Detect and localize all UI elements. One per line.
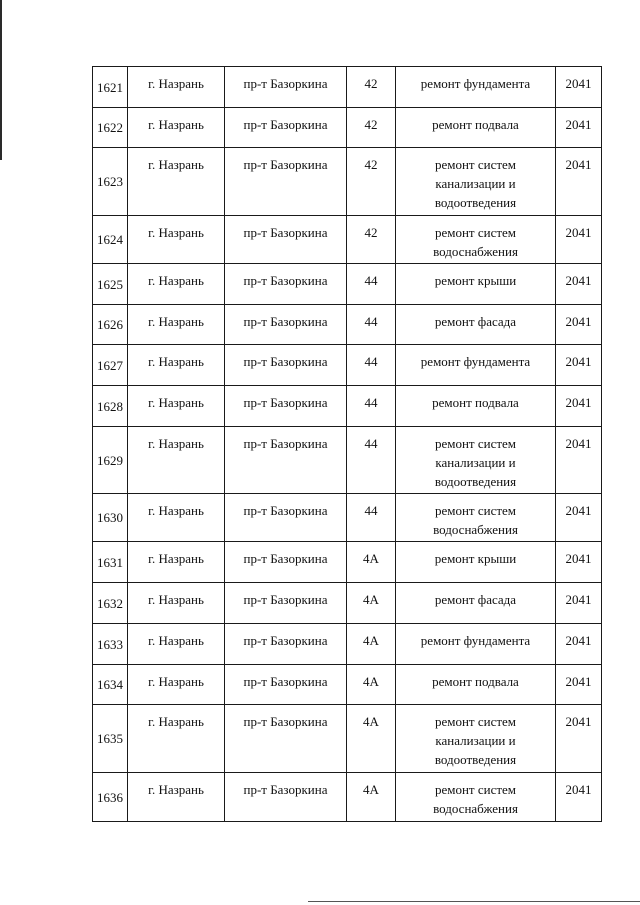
work-type-cell: ремонт фундамента <box>396 67 556 108</box>
row-number: 1624 <box>93 216 128 264</box>
work-type-cell: ремонт фундамента <box>396 624 556 665</box>
work-type-cell: ремонт фундамента <box>396 345 556 386</box>
house-cell: 44 <box>347 305 396 345</box>
table-row <box>93 773 602 822</box>
table-row <box>93 345 602 386</box>
year-cell: 2041 <box>556 624 602 665</box>
row-number: 1630 <box>93 494 128 542</box>
row-number: 1632 <box>93 583 128 624</box>
house-cell: 42 <box>347 216 396 264</box>
row-number: 1629 <box>93 427 128 494</box>
table-row <box>93 665 602 705</box>
row-number: 1622 <box>93 108 128 148</box>
year-cell: 2041 <box>556 386 602 427</box>
row-number: 1627 <box>93 345 128 386</box>
year-cell: 2041 <box>556 305 602 345</box>
city-cell: г. Назрань <box>128 386 225 427</box>
city-cell: г. Назрань <box>128 705 225 773</box>
year-cell: 2041 <box>556 773 602 822</box>
table-row <box>93 264 602 305</box>
table-row <box>93 427 602 494</box>
row-number: 1634 <box>93 665 128 705</box>
repair-schedule-table <box>92 66 602 822</box>
table-row <box>93 705 602 773</box>
work-type-cell: ремонт крыши <box>396 264 556 305</box>
house-cell: 4А <box>347 773 396 822</box>
work-type-cell: ремонт подвала <box>396 386 556 427</box>
work-type-cell: ремонт систем канализации и водоотведения <box>396 705 556 773</box>
row-number: 1635 <box>93 705 128 773</box>
work-type-cell: ремонт систем водоснабжения <box>396 494 556 542</box>
city-cell: г. Назрань <box>128 345 225 386</box>
city-cell: г. Назрань <box>128 494 225 542</box>
house-cell: 4А <box>347 583 396 624</box>
street-cell: пр-т Базоркина <box>225 542 347 583</box>
table-row <box>93 583 602 624</box>
scan-edge-mark <box>0 0 2 160</box>
city-cell: г. Назрань <box>128 148 225 216</box>
city-cell: г. Назрань <box>128 542 225 583</box>
row-number: 1636 <box>93 773 128 822</box>
table-body <box>93 67 602 822</box>
house-cell: 44 <box>347 386 396 427</box>
house-cell: 42 <box>347 67 396 108</box>
year-cell: 2041 <box>556 494 602 542</box>
table-row <box>93 108 602 148</box>
work-type-cell: ремонт систем канализации и водоотведения <box>396 148 556 216</box>
work-type-cell: ремонт систем водоснабжения <box>396 773 556 822</box>
street-cell: пр-т Базоркина <box>225 264 347 305</box>
house-cell: 44 <box>347 427 396 494</box>
street-cell: пр-т Базоркина <box>225 67 347 108</box>
street-cell: пр-т Базоркина <box>225 705 347 773</box>
house-cell: 44 <box>347 345 396 386</box>
work-type-cell: ремонт фасада <box>396 305 556 345</box>
house-cell: 42 <box>347 108 396 148</box>
row-number: 1631 <box>93 542 128 583</box>
table-row <box>93 542 602 583</box>
table-row <box>93 494 602 542</box>
table-row <box>93 386 602 427</box>
city-cell: г. Назрань <box>128 216 225 264</box>
row-number: 1621 <box>93 67 128 108</box>
house-cell: 4А <box>347 665 396 705</box>
street-cell: пр-т Базоркина <box>225 427 347 494</box>
street-cell: пр-т Базоркина <box>225 216 347 264</box>
work-type-cell: ремонт систем канализации и водоотведения <box>396 427 556 494</box>
city-cell: г. Назрань <box>128 264 225 305</box>
year-cell: 2041 <box>556 216 602 264</box>
scan-bottom-line <box>308 901 640 902</box>
city-cell: г. Назрань <box>128 624 225 665</box>
house-cell: 4А <box>347 624 396 665</box>
work-type-cell: ремонт подвала <box>396 665 556 705</box>
street-cell: пр-т Базоркина <box>225 345 347 386</box>
street-cell: пр-т Базоркина <box>225 494 347 542</box>
house-cell: 4А <box>347 542 396 583</box>
work-type-cell: ремонт фасада <box>396 583 556 624</box>
year-cell: 2041 <box>556 542 602 583</box>
street-cell: пр-т Базоркина <box>225 665 347 705</box>
city-cell: г. Назрань <box>128 427 225 494</box>
year-cell: 2041 <box>556 427 602 494</box>
city-cell: г. Назрань <box>128 665 225 705</box>
city-cell: г. Назрань <box>128 773 225 822</box>
year-cell: 2041 <box>556 665 602 705</box>
row-number: 1628 <box>93 386 128 427</box>
work-type-cell: ремонт крыши <box>396 542 556 583</box>
house-cell: 42 <box>347 148 396 216</box>
row-number: 1633 <box>93 624 128 665</box>
row-number: 1625 <box>93 264 128 305</box>
table-row <box>93 216 602 264</box>
city-cell: г. Назрань <box>128 108 225 148</box>
city-cell: г. Назрань <box>128 67 225 108</box>
year-cell: 2041 <box>556 264 602 305</box>
row-number: 1623 <box>93 148 128 216</box>
table-row <box>93 624 602 665</box>
table-row <box>93 67 602 108</box>
row-number: 1626 <box>93 305 128 345</box>
year-cell: 2041 <box>556 705 602 773</box>
year-cell: 2041 <box>556 148 602 216</box>
street-cell: пр-т Базоркина <box>225 305 347 345</box>
city-cell: г. Назрань <box>128 305 225 345</box>
street-cell: пр-т Базоркина <box>225 773 347 822</box>
year-cell: 2041 <box>556 583 602 624</box>
table-row <box>93 148 602 216</box>
table-row <box>93 305 602 345</box>
year-cell: 2041 <box>556 345 602 386</box>
street-cell: пр-т Базоркина <box>225 624 347 665</box>
house-cell: 4А <box>347 705 396 773</box>
street-cell: пр-т Базоркина <box>225 108 347 148</box>
street-cell: пр-т Базоркина <box>225 148 347 216</box>
city-cell: г. Назрань <box>128 583 225 624</box>
street-cell: пр-т Базоркина <box>225 386 347 427</box>
year-cell: 2041 <box>556 67 602 108</box>
house-cell: 44 <box>347 264 396 305</box>
year-cell: 2041 <box>556 108 602 148</box>
street-cell: пр-т Базоркина <box>225 583 347 624</box>
work-type-cell: ремонт систем водоснабжения <box>396 216 556 264</box>
work-type-cell: ремонт подвала <box>396 108 556 148</box>
house-cell: 44 <box>347 494 396 542</box>
